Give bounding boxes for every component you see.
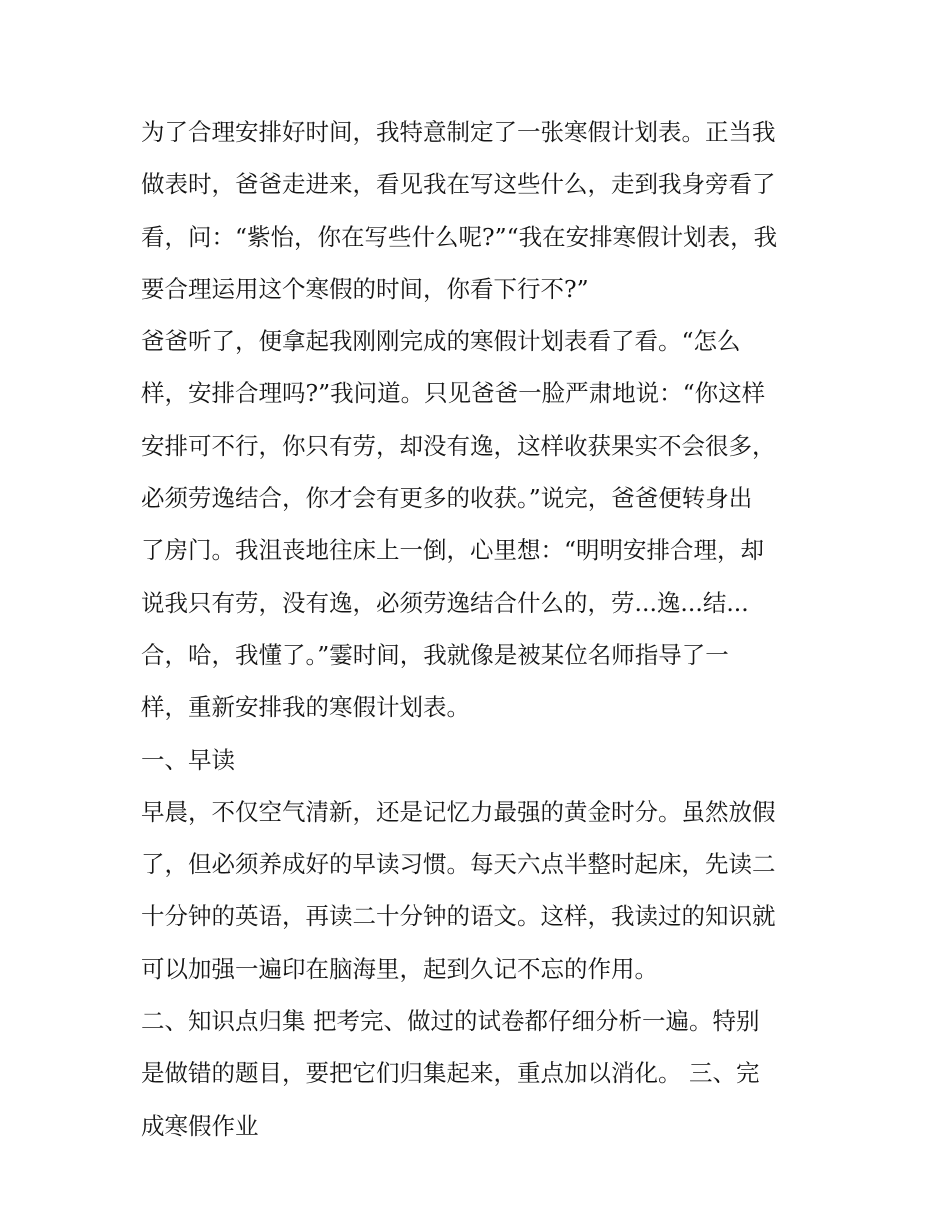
text-line: 为了合理安排好时间，我特意制定了一张寒假计划表。正当我: [141, 118, 776, 146]
text-line: 合，哈，我懂了。”霎时间，我就像是被某位名师指导了一: [141, 640, 729, 669]
text-line: 二、知识点归集 把考完、做过的试卷都仔细分析一遍。特别: [141, 1007, 760, 1036]
section-heading: 一、早读: [141, 745, 235, 774]
text-line: 了房门。我沮丧地往床上一倒，心里想：“明明安排合理，却: [141, 536, 765, 565]
document-body: [141, 106, 821, 1152]
text-line: 爸爸听了，便拿起我刚刚完成的寒假计划表看了看。“怎么: [141, 327, 741, 356]
text-line: 样，安排合理吗?”我问道。只见爸爸一脸严肃地说：“你这样: [141, 379, 766, 408]
text-line: 说我只有劳，没有逸，必须劳逸结合什么的，劳...逸...结...: [141, 588, 749, 617]
text-line: 成寒假作业: [141, 1111, 259, 1140]
text-line: 要合理运用这个寒假的时间，你看下行不?”: [141, 274, 589, 303]
text-line: 是做错的题目，要把它们归集起来，重点加以消化。 三、完: [141, 1059, 760, 1088]
text-line: 早晨，不仅空气清新，还是记忆力最强的黄金时分。虽然放假: [141, 797, 776, 826]
text-line: 样，重新安排我的寒假计划表。: [141, 693, 470, 722]
text-line: 了，但必须养成好的早读习惯。每天六点半整时起床，先读二: [141, 850, 776, 879]
text-line: 看，问：“紫怡，你在写些什么呢?”“我在安排寒假计划表，我: [141, 222, 778, 251]
text-line: 必须劳逸结合，你才会有更多的收获。”说完，爸爸便转身出: [141, 484, 753, 513]
text-line: 安排可不行，你只有劳，却没有逸，这样收获果实不会很多，: [141, 431, 776, 460]
text-line: 做表时，爸爸走进来，看见我在写这些什么，走到我身旁看了: [141, 170, 776, 199]
text-line: 可以加强一遍印在脑海里，起到久记不忘的作用。: [141, 954, 658, 983]
text-line: 十分钟的英语，再读二十分钟的语文。这样，我读过的知识就: [141, 902, 776, 931]
